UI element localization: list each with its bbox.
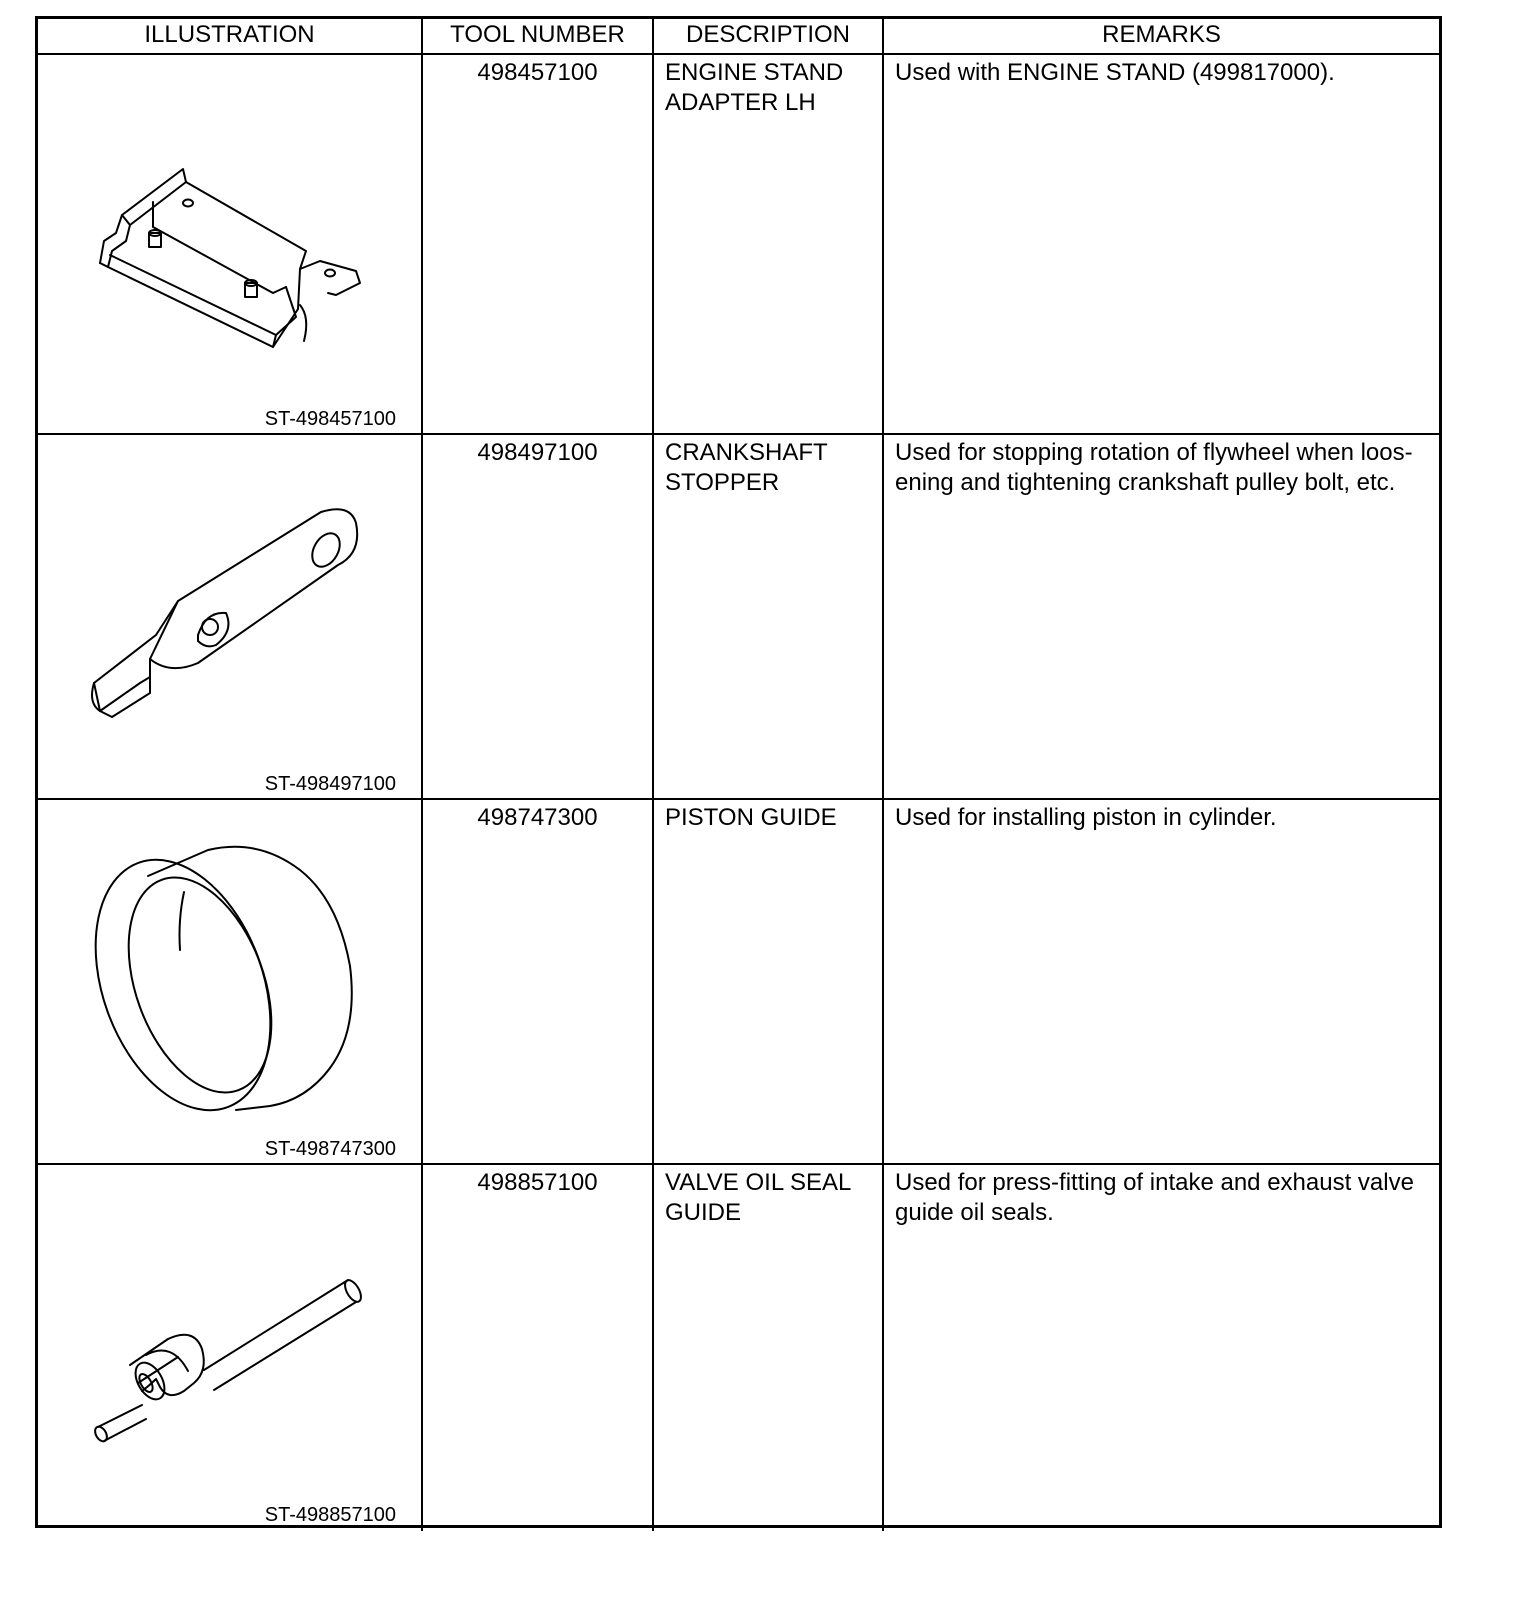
illustration-caption: ST-498497100 bbox=[264, 773, 396, 795]
tool-description: CRANKSHAFT STOPPER bbox=[652, 435, 882, 800]
illustration-cell bbox=[38, 1165, 421, 1531]
table-row bbox=[38, 798, 1439, 1165]
table-row bbox=[38, 433, 1439, 800]
tool-description: ENGINE STAND ADAPTER LH bbox=[652, 55, 882, 435]
piston-guide-illustration bbox=[38, 800, 418, 1140]
tool-number: 498497100 bbox=[421, 435, 652, 800]
illustration-caption: ST-498457100 bbox=[264, 408, 396, 430]
header-description: DESCRIPTION bbox=[652, 19, 882, 55]
tool-remarks: Used for stopping rotation of flywheel when loos-ening and tightening crankshaft pulley bolt, etc. bbox=[882, 435, 1439, 800]
illustration-cell bbox=[38, 435, 421, 800]
header-tool-number: TOOL NUMBER bbox=[421, 19, 652, 55]
tool-remarks: Used with ENGINE STAND (499817000). bbox=[882, 55, 1439, 435]
table-row bbox=[38, 1163, 1439, 1531]
special-tools-table bbox=[35, 16, 1442, 1528]
illustration-caption: ST-498857100 bbox=[264, 1504, 396, 1526]
tool-remarks: Used for press-fitting of intake and exhaust valve guide oil seals. bbox=[882, 1165, 1439, 1531]
tool-remarks: Used for installing piston in cylinder. bbox=[882, 800, 1439, 1165]
tool-description: PISTON GUIDE bbox=[652, 800, 882, 1165]
tool-description: VALVE OIL SEAL GUIDE bbox=[652, 1165, 882, 1531]
table-row bbox=[38, 53, 1439, 435]
header-illustration: ILLUSTRATION bbox=[144, 21, 315, 48]
tool-number: 498857100 bbox=[421, 1165, 652, 1531]
crankshaft-stopper-illustration bbox=[38, 435, 418, 775]
illustration-cell bbox=[38, 55, 421, 435]
header-remarks: REMARKS bbox=[882, 19, 1439, 55]
header-row bbox=[38, 19, 1439, 55]
illustration-cell bbox=[38, 800, 421, 1165]
engine-stand-adapter-illustration bbox=[38, 55, 418, 395]
valve-oil-seal-guide-illustration bbox=[38, 1165, 418, 1505]
illustration-caption: ST-498747300 bbox=[264, 1138, 396, 1160]
tool-number: 498457100 bbox=[421, 55, 652, 435]
tool-number: 498747300 bbox=[421, 800, 652, 1165]
